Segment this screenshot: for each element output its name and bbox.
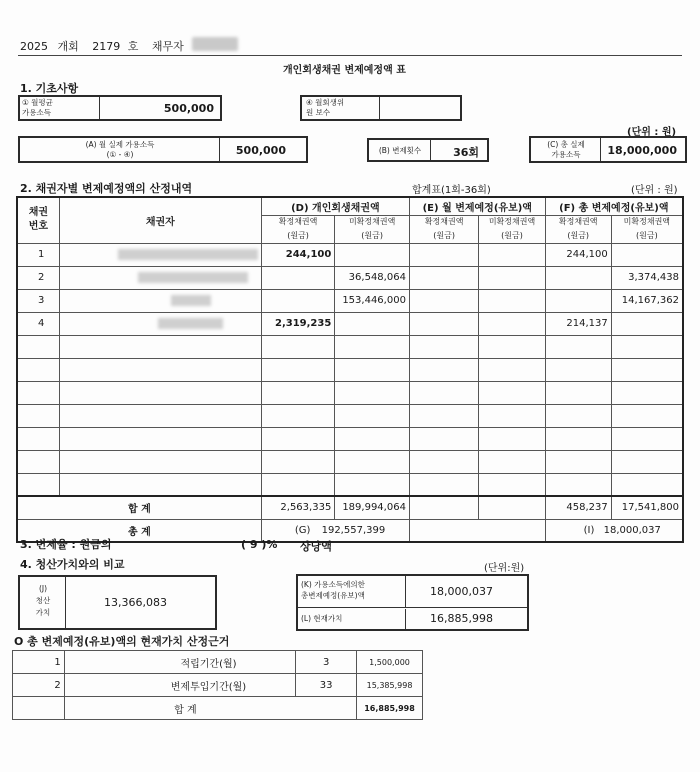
j-box xyxy=(18,575,217,630)
b-value: 36회 xyxy=(453,146,479,159)
kl-box xyxy=(296,574,529,631)
d-fixed: 2,319,235 xyxy=(261,312,334,335)
d-unfixed xyxy=(335,312,410,335)
d-unfixed: 36,548,064 xyxy=(335,266,410,289)
pv-sum-row xyxy=(13,697,423,720)
d-unfixed xyxy=(335,243,410,266)
fee-label-1: ④ 월회생위 xyxy=(306,98,345,107)
l-row xyxy=(298,609,527,629)
section5-title: O 총 변제예정(유보)액의 현재가치 산정근거 xyxy=(14,635,230,648)
k-label-2: 총변제예정(유보)액 xyxy=(301,591,365,600)
empty-row xyxy=(17,335,683,358)
j-label-cell xyxy=(20,577,66,628)
d-unfixed-header: 미확정채권액 xyxy=(335,215,410,229)
a-label-1: (A) 월 실제 가용소득 xyxy=(85,140,155,149)
present-value-table xyxy=(12,650,423,720)
sum-d-fixed: 2,563,335 xyxy=(261,496,334,519)
total-row xyxy=(17,519,683,542)
table-row xyxy=(13,651,423,674)
j-label-2: 청산 xyxy=(35,596,51,605)
d-unfixed-sub: (원금) xyxy=(335,229,410,243)
table-row xyxy=(17,289,683,312)
creditor-name-redacted xyxy=(59,312,261,335)
sum-label: 합 계 xyxy=(17,496,261,519)
k-label-1: (K) 가용소득에의한 xyxy=(301,580,365,589)
f-unfixed-sub: (원금) xyxy=(611,229,683,243)
col-creditor-name: 채권자 xyxy=(59,197,261,243)
e-unfixed-header: 미확정채권액 xyxy=(479,215,545,229)
section2-unit: (단위 : 원) xyxy=(631,185,678,196)
f-fixed xyxy=(545,266,611,289)
row-no: 2 xyxy=(17,266,59,289)
a-label-2: (① - ④) xyxy=(106,150,134,159)
sum-f-fixed: 458,237 xyxy=(545,496,611,519)
d-unfixed: 153,446,000 xyxy=(335,289,410,312)
f-unfixed xyxy=(611,243,683,266)
pv-row-amount: 15,385,998 xyxy=(357,674,423,697)
f-unfixed: 3,374,438 xyxy=(611,266,683,289)
e-unfixed-sub: (원금) xyxy=(479,229,545,243)
fee-box xyxy=(300,95,462,121)
sum-d-unfixed: 189,994,064 xyxy=(335,496,410,519)
empty-row xyxy=(17,358,683,381)
j-value: 13,366,083 xyxy=(104,596,167,609)
fee-label-cell xyxy=(302,97,380,119)
c-label-1: (C) 총 실제 xyxy=(547,140,585,149)
a-value: 500,000 xyxy=(235,144,286,157)
table-row xyxy=(17,266,683,289)
e-fixed-sub: (원금) xyxy=(409,229,478,243)
c-box xyxy=(529,136,687,163)
case-year: 2025 xyxy=(20,40,48,53)
doc-title: 개인회생채권 변제예정액 표 xyxy=(283,65,406,76)
pv-row-months: 33 xyxy=(296,674,357,697)
income-label-cell xyxy=(20,97,100,119)
section1-unit: (단위 : 원) xyxy=(627,127,677,138)
c-value: 18,000,000 xyxy=(607,144,677,157)
section2-subtitle: 합계표(1회-36회) xyxy=(412,185,491,196)
table-row xyxy=(13,674,423,697)
k-value: 18,000,037 xyxy=(430,585,493,598)
income-box xyxy=(18,95,222,121)
debtor-name-redacted xyxy=(192,37,238,51)
section3-title: 3. 변제율 : 원금의 xyxy=(20,538,112,551)
f-fixed-sub: (원금) xyxy=(545,229,611,243)
j-label-1: (J) xyxy=(38,584,48,593)
e-unfixed xyxy=(479,312,545,335)
pv-row-label: 변제투입기간(월) xyxy=(64,674,296,697)
e-fixed-header: 확정채권액 xyxy=(409,215,478,229)
j-label-3: 가치 xyxy=(35,608,51,617)
f-fixed: 244,100 xyxy=(545,243,611,266)
repayment-rate: ( 9 )% xyxy=(241,538,278,551)
rate-suffix: 상당액 xyxy=(300,540,332,553)
col-f-header: (F) 총 변제예정(유보)액 xyxy=(545,197,683,215)
sum-f-unfixed: 17,541,800 xyxy=(611,496,683,519)
header-rule xyxy=(18,55,682,56)
debtor-label: 채무자 xyxy=(151,40,184,53)
l-label: (L) 현재가치 xyxy=(301,614,343,623)
k-row xyxy=(298,576,527,608)
c-label-2: 가용소득 xyxy=(551,150,581,159)
b-label-cell xyxy=(369,140,431,160)
d-fixed: 244,100 xyxy=(261,243,334,266)
empty-row xyxy=(17,427,683,450)
empty-row xyxy=(17,404,683,427)
b-label: (B) 변제횟수 xyxy=(378,146,422,155)
pv-sum-label: 합 계 xyxy=(64,697,356,720)
f-unfixed: 14,167,362 xyxy=(611,289,683,312)
pv-row-no: 1 xyxy=(13,651,65,674)
income-value: 500,000 xyxy=(163,102,214,115)
f-fixed: 214,137 xyxy=(545,312,611,335)
d-fixed-sub: (원금) xyxy=(261,229,334,243)
d-fixed xyxy=(261,266,334,289)
table-row xyxy=(17,243,683,266)
empty-row xyxy=(17,473,683,496)
total-g-label: (G) xyxy=(294,524,311,536)
col-creditor-no: 채권 번호 xyxy=(17,197,59,243)
section4-unit: (단위:원) xyxy=(484,563,525,574)
creditor-name-redacted xyxy=(59,243,261,266)
f-unfixed xyxy=(611,312,683,335)
pv-row-label: 적립기간(월) xyxy=(64,651,296,674)
l-value: 16,885,998 xyxy=(430,612,493,625)
l-label-cell xyxy=(298,609,406,629)
f-fixed xyxy=(545,289,611,312)
fee-label-2: 원 보수 xyxy=(306,108,331,117)
sum-row xyxy=(17,496,683,519)
f-unfixed-header: 미확정채권액 xyxy=(611,215,683,229)
row-no: 1 xyxy=(17,243,59,266)
total-i-cell xyxy=(545,519,683,542)
table-row xyxy=(17,312,683,335)
total-i-label: (I) xyxy=(583,524,595,536)
creditor-table xyxy=(16,196,684,543)
pv-row-amount: 1,500,000 xyxy=(357,651,423,674)
d-fixed xyxy=(261,289,334,312)
total-g-cell xyxy=(261,519,409,542)
section2-title: 2. 채권자별 변제예정액의 산정내역 xyxy=(20,182,193,195)
pv-row-months: 3 xyxy=(296,651,357,674)
b-box xyxy=(367,138,489,162)
k-label-cell xyxy=(298,576,406,608)
pv-sum-amount: 16,885,998 xyxy=(357,697,423,720)
empty-row xyxy=(17,381,683,404)
e-fixed xyxy=(409,266,478,289)
creditor-name-redacted xyxy=(59,266,261,289)
col-d-header: (D) 개인회생채권액 xyxy=(261,197,409,215)
e-fixed xyxy=(409,243,478,266)
income-label-2: 가용소득 xyxy=(22,108,51,117)
e-fixed xyxy=(409,289,478,312)
section4-title: 4. 청산가치와의 비교 xyxy=(20,558,125,571)
f-fixed-header: 확정채권액 xyxy=(545,215,611,229)
row-no: 3 xyxy=(17,289,59,312)
c-label-cell xyxy=(531,138,601,161)
section1-title: 1. 기초사항 xyxy=(20,82,79,95)
col-e-header: (E) 월 변제예정(유보)액 xyxy=(409,197,545,215)
case-suffix: 호 xyxy=(127,40,139,53)
case-header xyxy=(20,38,184,54)
pv-row-no: 2 xyxy=(13,674,65,697)
creditor-name-redacted xyxy=(59,289,261,312)
case-type: 개회 xyxy=(57,40,79,53)
total-label: 총 계 xyxy=(17,519,261,542)
total-i-value: 18,000,037 xyxy=(603,524,661,536)
row-no: 4 xyxy=(17,312,59,335)
total-g-value: 192,557,399 xyxy=(321,524,386,536)
e-unfixed xyxy=(479,289,545,312)
e-unfixed xyxy=(479,266,545,289)
e-fixed xyxy=(409,312,478,335)
empty-row xyxy=(17,450,683,473)
a-label-cell xyxy=(20,138,220,161)
d-fixed-header: 확정채권액 xyxy=(261,215,334,229)
e-unfixed xyxy=(479,243,545,266)
case-number: 2179 xyxy=(92,40,121,53)
a-box xyxy=(18,136,308,163)
income-label-1: ① 월평균 xyxy=(22,98,53,107)
